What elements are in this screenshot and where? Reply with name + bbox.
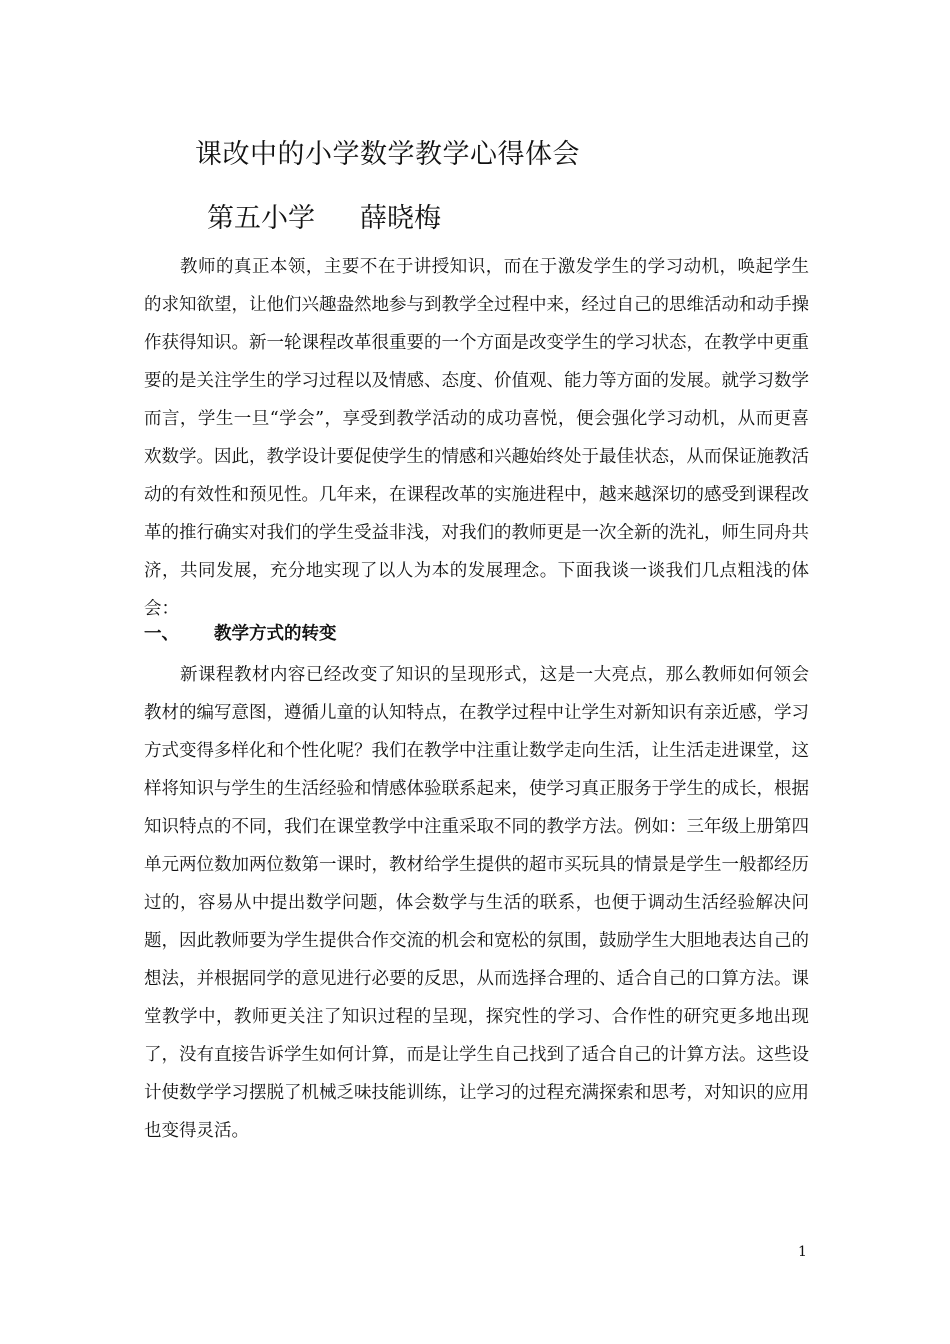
section-number: 一、	[144, 624, 179, 644]
page-number: 1	[798, 1244, 807, 1260]
section-title: 教学方式的转变	[214, 624, 337, 644]
section-heading	[144, 620, 337, 645]
author-line	[207, 196, 441, 235]
author-school: 第五小学	[207, 203, 315, 234]
author-name: 薛晓梅	[360, 203, 441, 234]
intro-paragraph: 教师的真正本领，主要不在于讲授知识，而在于激发学生的学习动机，唤起学生的求知欲望，让他们兴趣盎然地参与到教学全过程中来，经过自己的思维活动和动手操作获得知识。新一轮课程改革很重要的一个方面是改变学生的学习状态，在教学中更重要的是关注学生的学习过程以及情感、态度、价值观、能力等方面的发展。就学习数学而言，学生一旦“学会”，享受到教学活动的成功喜悦，便会强化学习动机，从而更喜欢数学。因此，教学设计要促使学生的情感和兴趣始终处于最佳状态，从而保证施教活动的有效性和预见性。几年来，在课程改革的实施进程中，越来越深切的感受到课程改革的推行确实对我们的学生受益非浅，对我们的教师更是一次全新的洗礼，师生同舟共济，共同发展，充分地实现了以人为本的发展理念。下面我谈一谈我们几点粗浅的体会：	[144, 257, 809, 619]
document-title: 课改中的小学数学教学心得体会	[195, 139, 580, 170]
section-paragraph: 新课程教材内容已经改变了知识的呈现形式，这是一大亮点，那么教师如何领会教材的编写意图，遵循儿童的认知特点，在教学过程中让学生对新知识有亲近感，学习方式变得多样化和个性化呢？我们在教学中注重让数学走向生活，让生活走进课堂，这样将知识与学生的生活经验和情感体验联系起来，使学习真正服务于学生的成长，根据知识特点的不同，我们在课堂教学中注重采取不同的教学方法。例如：三年级上册第四单元两位数加两位数第一课时，教材给学生提供的超市买玩具的情景是学生一般都经历过的，容易从中提出数学问题，体会数学与生活的联系，也便于调动生活经验解决问题，因此教师要为学生提供合作交流的机会和宽松的氛围，鼓励学生大胆地表达自己的想法，并根据同学的意见进行必要的反思，从而选择合理的、适合自己的口算方法。课堂教学中，教师更关注了知识过程的呈现，探究性的学习、合作性的研究更多地出现了，没有直接告诉学生如何计算，而是让学生自己找到了适合自己的计算方法。这些设计使数学学习摆脱了机械乏味技能训练，让学习的过程充满探索和思考，对知识的应用也变得灵活。	[144, 665, 809, 1141]
